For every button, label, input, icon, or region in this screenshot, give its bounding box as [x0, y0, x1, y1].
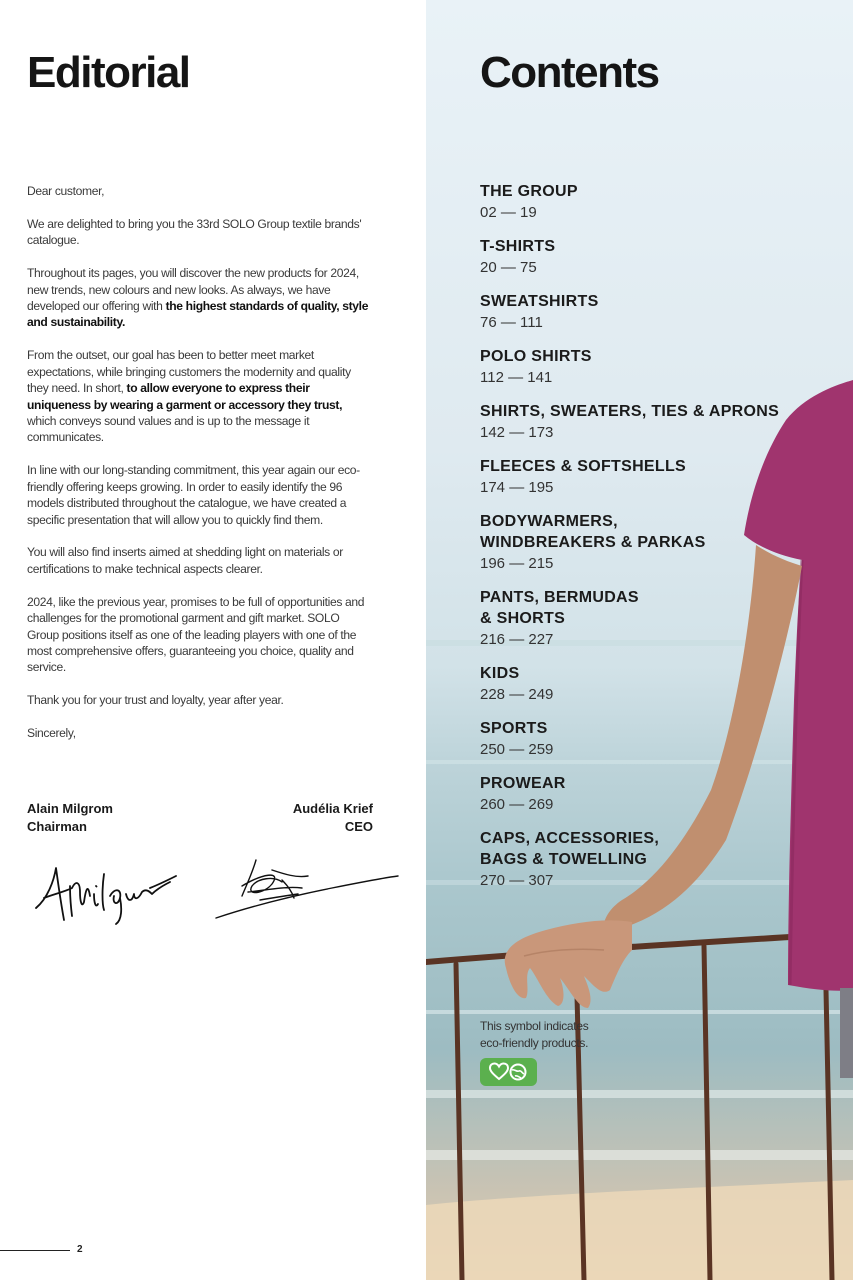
- editorial-title: Editorial: [27, 48, 190, 97]
- toc-item-bodywarmers-windbreakers-parkas[interactable]: BODYWARMERS, WINDBREAKERS & PARKAS 196 — 215: [480, 513, 706, 572]
- table-of-contents: [480, 181, 800, 904]
- signatory-chairman: [27, 800, 113, 836]
- letter-paragraph-6: 2024, like the previous year, promises to be full of opportunities and challenges for the promotional garment and gift market. SOLO Group positions itself as one of the leading players with one of the most comprehensive offers, guaranteeing you choice, quality and service.: [27, 594, 365, 675]
- eco-symbol-note: This symbol indicates eco-friendly products.: [480, 1019, 589, 1050]
- letter-closing: Sincerely,: [27, 726, 76, 741]
- chairman-name: Alain Milgrom: [27, 801, 113, 816]
- letter-paragraph-5: You will also find inserts aimed at shedding light on materials or certifications to make technical aspects clearer.: [27, 545, 343, 576]
- ceo-signature: [212, 856, 402, 926]
- editorial-letter: [27, 183, 374, 758]
- letter-paragraph-4: In line with our long-standing commitment, this year again our eco-friendly offering keeps growing. In order to easily identify the 96 models distributed throughout the catalogue, we have created a specific presentation that will allow you to quickly find them.: [27, 463, 360, 527]
- toc-item-sweatshirts[interactable]: SWEATSHIRTS 76 — 111: [480, 293, 599, 331]
- toc-item-shirts-sweaters-ties-aprons[interactable]: SHIRTS, SWEATERS, TIES & APRONS 142 — 173: [480, 403, 780, 441]
- letter-paragraph-2: Throughout its pages, you will discover the new products for 2024, new trends, new colours and new looks. As always, we have developed our offering with the highest standards of quality, style and sustainability.: [27, 266, 369, 330]
- heart-globe-icon: [489, 1062, 529, 1082]
- chairman-signature: [30, 858, 180, 933]
- page-number: 2: [77, 1244, 83, 1255]
- toc-item-caps-accessories-bags-towelling[interactable]: CAPS, ACCESSORIES, BAGS & TOWELLING 270 — 307: [480, 830, 660, 889]
- toc-item-fleeces-softshells[interactable]: FLEECES & SOFTSHELLS 174 — 195: [480, 458, 687, 496]
- editorial-page: [0, 0, 426, 1280]
- letter-greeting: Dear customer,: [27, 184, 105, 198]
- letter-paragraph-7: Thank you for your trust and loyalty, year after year.: [27, 693, 284, 708]
- contents-page: [426, 0, 853, 1280]
- toc-item-kids[interactable]: KIDS 228 — 249: [480, 665, 554, 703]
- toc-item-prowear[interactable]: PROWEAR 260 — 269: [480, 775, 566, 813]
- footer-rule: [0, 1250, 70, 1251]
- toc-item-sports[interactable]: SPORTS 250 — 259: [480, 720, 554, 758]
- toc-item-t-shirts[interactable]: T-SHIRTS 20 — 75: [480, 238, 556, 276]
- letter-paragraph-3: From the outset, our goal has been to better meet market expectations, while bringing customers the modernity and quality they need. In short, to allow everyone to express their uniqueness by wearing a garment or accessory they trust, which conveys sound values and is up to the message it communicates.: [27, 348, 351, 445]
- ceo-role: CEO: [344, 819, 373, 834]
- toc-item-the-group[interactable]: THE GROUP 02 — 19: [480, 183, 578, 221]
- toc-item-pants-bermudas-shorts[interactable]: PANTS, BERMUDAS & SHORTS 216 — 227: [480, 589, 639, 648]
- chairman-role: Chairman: [27, 819, 87, 834]
- signatory-ceo: [293, 800, 373, 836]
- eco-friendly-badge: [480, 1058, 537, 1086]
- toc-item-polo-shirts[interactable]: POLO SHIRTS 112 — 141: [480, 348, 592, 386]
- ceo-name: Audélia Krief: [292, 801, 373, 816]
- letter-paragraph-1: We are delighted to bring you the 33rd SOLO Group textile brands' catalogue.: [27, 216, 362, 248]
- contents-title: Contents: [480, 48, 659, 97]
